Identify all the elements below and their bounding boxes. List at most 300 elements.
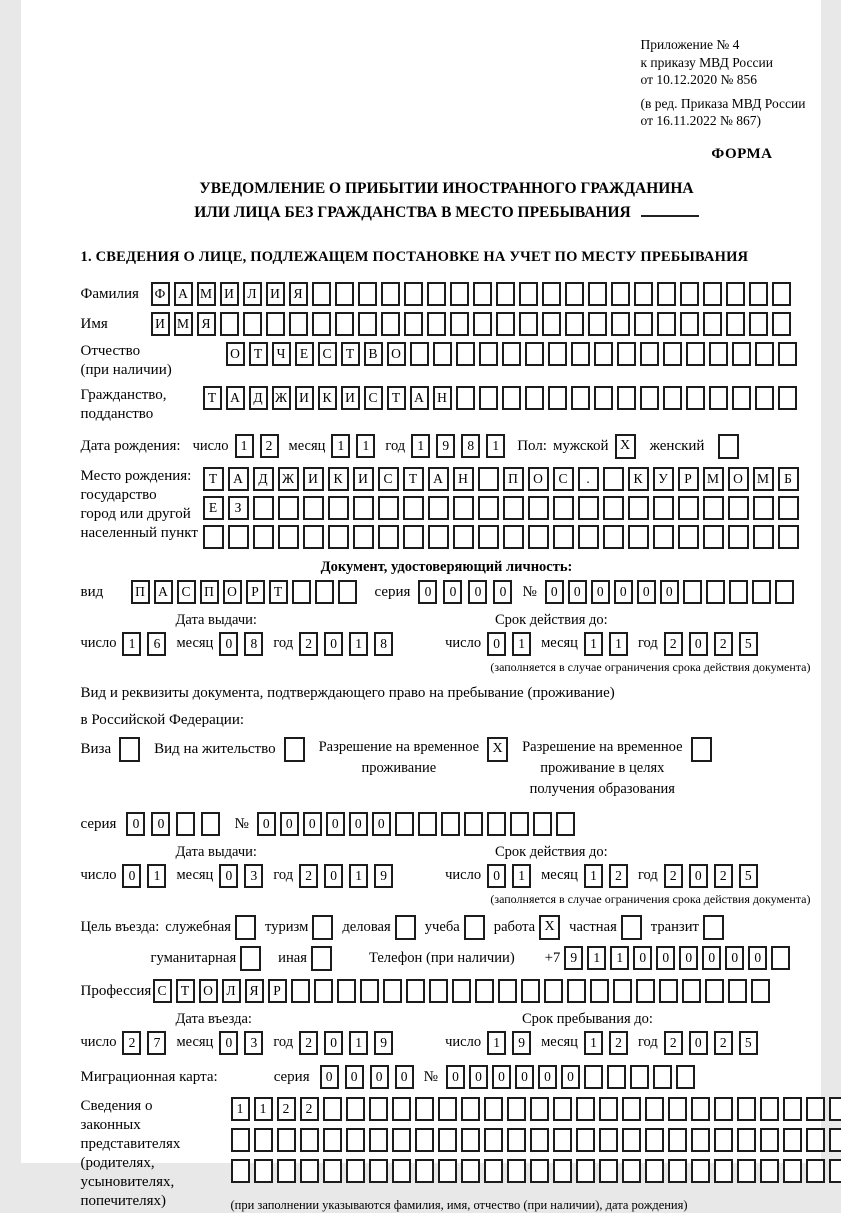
char-cell[interactable]: [578, 496, 599, 520]
char-cell[interactable]: [521, 979, 540, 1003]
doc-series-cells[interactable]: [418, 580, 512, 604]
char-cell[interactable]: [277, 1128, 296, 1152]
char-cell[interactable]: [640, 342, 659, 366]
char-cell[interactable]: 0: [122, 864, 141, 888]
char-cell[interactable]: [369, 1159, 388, 1183]
char-cell[interactable]: Ф: [151, 282, 170, 306]
entry-month-cells[interactable]: [219, 1031, 263, 1055]
char-cell[interactable]: О: [387, 342, 406, 366]
char-cell[interactable]: [728, 979, 747, 1003]
char-cell[interactable]: [496, 312, 515, 336]
char-cell[interactable]: [254, 1128, 273, 1152]
char-cell[interactable]: [617, 342, 636, 366]
char-cell[interactable]: М: [197, 282, 216, 306]
char-cell[interactable]: [479, 386, 498, 410]
issue-year-cells[interactable]: [299, 632, 393, 656]
char-cell[interactable]: А: [428, 467, 449, 491]
char-cell[interactable]: 0: [538, 1065, 557, 1089]
char-cell[interactable]: [503, 496, 524, 520]
char-cell[interactable]: 0: [748, 946, 767, 970]
char-cell[interactable]: [461, 1128, 480, 1152]
char-cell[interactable]: И: [220, 282, 239, 306]
char-cell[interactable]: [611, 312, 630, 336]
char-cell[interactable]: 0: [324, 864, 343, 888]
until-day-cells[interactable]: [487, 1031, 531, 1055]
char-cell[interactable]: [683, 580, 702, 604]
char-cell[interactable]: 7: [147, 1031, 166, 1055]
char-cell[interactable]: 0: [303, 812, 322, 836]
char-cell[interactable]: С: [318, 342, 337, 366]
issue-month-cells[interactable]: [219, 632, 263, 656]
char-cell[interactable]: [703, 282, 722, 306]
char-cell[interactable]: [300, 1128, 319, 1152]
profession-cells[interactable]: [153, 979, 770, 1003]
char-cell[interactable]: 0: [219, 632, 238, 656]
char-cell[interactable]: [729, 580, 748, 604]
firstname-cells[interactable]: [151, 312, 791, 336]
char-cell[interactable]: [358, 312, 377, 336]
char-cell[interactable]: [328, 525, 349, 549]
char-cell[interactable]: [358, 282, 377, 306]
char-cell[interactable]: [395, 812, 414, 836]
char-cell[interactable]: 2: [299, 632, 318, 656]
char-cell[interactable]: [503, 525, 524, 549]
char-cell[interactable]: Д: [249, 386, 268, 410]
char-cell[interactable]: [418, 812, 437, 836]
char-cell[interactable]: [475, 979, 494, 1003]
char-cell[interactable]: [599, 1097, 618, 1121]
char-cell[interactable]: [353, 525, 374, 549]
char-cell[interactable]: П: [200, 580, 219, 604]
char-cell[interactable]: 2: [609, 1031, 628, 1055]
char-cell[interactable]: С: [364, 386, 383, 410]
char-cell[interactable]: [519, 312, 538, 336]
char-cell[interactable]: 2: [609, 864, 628, 888]
char-cell[interactable]: [335, 312, 354, 336]
char-cell[interactable]: [502, 386, 521, 410]
purpose-tourism-checkbox[interactable]: [312, 915, 333, 940]
char-cell[interactable]: [691, 1128, 710, 1152]
char-cell[interactable]: 0: [633, 946, 652, 970]
char-cell[interactable]: С: [553, 467, 574, 491]
char-cell[interactable]: [415, 1097, 434, 1121]
char-cell[interactable]: [231, 1159, 250, 1183]
char-cell[interactable]: [203, 525, 224, 549]
char-cell[interactable]: [392, 1097, 411, 1121]
char-cell[interactable]: [611, 282, 630, 306]
char-cell[interactable]: [484, 1128, 503, 1152]
char-cell[interactable]: [588, 312, 607, 336]
char-cell[interactable]: [709, 386, 728, 410]
char-cell[interactable]: [404, 312, 423, 336]
char-cell[interactable]: 1: [147, 864, 166, 888]
char-cell[interactable]: 1: [584, 632, 603, 656]
char-cell[interactable]: 0: [702, 946, 721, 970]
char-cell[interactable]: [630, 1065, 649, 1089]
char-cell[interactable]: [464, 812, 483, 836]
char-cell[interactable]: [323, 1128, 342, 1152]
char-cell[interactable]: 0: [324, 1031, 343, 1055]
char-cell[interactable]: [530, 1097, 549, 1121]
char-cell[interactable]: К: [328, 467, 349, 491]
char-cell[interactable]: [753, 496, 774, 520]
char-cell[interactable]: [691, 1097, 710, 1121]
char-cell[interactable]: [628, 525, 649, 549]
char-cell[interactable]: 0: [126, 812, 145, 836]
char-cell[interactable]: У: [653, 467, 674, 491]
birth-year-cells[interactable]: [411, 434, 505, 458]
char-cell[interactable]: 2: [300, 1097, 319, 1121]
char-cell[interactable]: 1: [231, 1097, 250, 1121]
char-cell[interactable]: 9: [436, 434, 455, 458]
char-cell[interactable]: [760, 1159, 779, 1183]
citizenship-cells[interactable]: [203, 386, 797, 410]
char-cell[interactable]: [622, 1159, 641, 1183]
char-cell[interactable]: [553, 496, 574, 520]
char-cell[interactable]: Р: [268, 979, 287, 1003]
char-cell[interactable]: [496, 282, 515, 306]
char-cell[interactable]: 1: [487, 1031, 506, 1055]
char-cell[interactable]: Т: [249, 342, 268, 366]
char-cell[interactable]: [403, 496, 424, 520]
char-cell[interactable]: [703, 496, 724, 520]
char-cell[interactable]: [353, 496, 374, 520]
char-cell[interactable]: [659, 979, 678, 1003]
char-cell[interactable]: [775, 580, 794, 604]
char-cell[interactable]: [360, 979, 379, 1003]
char-cell[interactable]: М: [703, 467, 724, 491]
char-cell[interactable]: И: [151, 312, 170, 336]
char-cell[interactable]: Л: [243, 282, 262, 306]
char-cell[interactable]: 0: [637, 580, 656, 604]
char-cell[interactable]: [753, 525, 774, 549]
char-cell[interactable]: [576, 1159, 595, 1183]
char-cell[interactable]: [576, 1097, 595, 1121]
char-cell[interactable]: К: [628, 467, 649, 491]
birth-place-row3[interactable]: [203, 525, 799, 549]
char-cell[interactable]: И: [303, 467, 324, 491]
char-cell[interactable]: [603, 467, 624, 491]
char-cell[interactable]: [772, 312, 791, 336]
surname-cells[interactable]: [151, 282, 791, 306]
char-cell[interactable]: [737, 1128, 756, 1152]
char-cell[interactable]: 0: [689, 864, 708, 888]
char-cell[interactable]: Т: [269, 580, 288, 604]
char-cell[interactable]: [314, 979, 333, 1003]
char-cell[interactable]: 0: [324, 632, 343, 656]
migration-series-cells[interactable]: [320, 1065, 414, 1089]
temp-permit-checkbox[interactable]: X: [487, 737, 508, 762]
char-cell[interactable]: 1: [587, 946, 606, 970]
char-cell[interactable]: Т: [341, 342, 360, 366]
char-cell[interactable]: [645, 1128, 664, 1152]
char-cell[interactable]: [346, 1159, 365, 1183]
char-cell[interactable]: 0: [487, 632, 506, 656]
char-cell[interactable]: [266, 312, 285, 336]
char-cell[interactable]: 0: [219, 1031, 238, 1055]
char-cell[interactable]: М: [174, 312, 193, 336]
char-cell[interactable]: [613, 979, 632, 1003]
char-cell[interactable]: [378, 525, 399, 549]
char-cell[interactable]: Я: [245, 979, 264, 1003]
char-cell[interactable]: [452, 979, 471, 1003]
char-cell[interactable]: [622, 1128, 641, 1152]
char-cell[interactable]: [594, 386, 613, 410]
char-cell[interactable]: [553, 525, 574, 549]
birth-month-cells[interactable]: [331, 434, 375, 458]
char-cell[interactable]: [548, 386, 567, 410]
char-cell[interactable]: [507, 1159, 526, 1183]
char-cell[interactable]: [544, 979, 563, 1003]
char-cell[interactable]: 0: [545, 580, 564, 604]
char-cell[interactable]: 2: [664, 1031, 683, 1055]
char-cell[interactable]: [478, 525, 499, 549]
char-cell[interactable]: [410, 342, 429, 366]
char-cell[interactable]: [778, 496, 799, 520]
char-cell[interactable]: 2: [664, 864, 683, 888]
char-cell[interactable]: [383, 979, 402, 1003]
representatives-row2[interactable]: [231, 1128, 841, 1152]
until-year-cells[interactable]: [664, 1031, 758, 1055]
char-cell[interactable]: 0: [515, 1065, 534, 1089]
char-cell[interactable]: [404, 282, 423, 306]
char-cell[interactable]: [328, 496, 349, 520]
char-cell[interactable]: [403, 525, 424, 549]
char-cell[interactable]: П: [131, 580, 150, 604]
char-cell[interactable]: [749, 312, 768, 336]
char-cell[interactable]: [603, 496, 624, 520]
char-cell[interactable]: А: [174, 282, 193, 306]
char-cell[interactable]: [682, 979, 701, 1003]
char-cell[interactable]: .: [578, 467, 599, 491]
char-cell[interactable]: [705, 979, 724, 1003]
char-cell[interactable]: [806, 1128, 825, 1152]
char-cell[interactable]: [378, 496, 399, 520]
char-cell[interactable]: 0: [280, 812, 299, 836]
char-cell[interactable]: [473, 282, 492, 306]
char-cell[interactable]: [576, 1128, 595, 1152]
char-cell[interactable]: 2: [260, 434, 279, 458]
char-cell[interactable]: [726, 282, 745, 306]
char-cell[interactable]: [303, 525, 324, 549]
doc-kind-cells[interactable]: [131, 580, 357, 604]
char-cell[interactable]: [428, 525, 449, 549]
purpose-humanitarian-checkbox[interactable]: [240, 946, 261, 971]
char-cell[interactable]: [599, 1128, 618, 1152]
char-cell[interactable]: А: [154, 580, 173, 604]
migration-number-cells[interactable]: [446, 1065, 695, 1089]
char-cell[interactable]: [732, 342, 751, 366]
char-cell[interactable]: [806, 1097, 825, 1121]
char-cell[interactable]: Ж: [278, 467, 299, 491]
char-cell[interactable]: 0: [561, 1065, 580, 1089]
char-cell[interactable]: [478, 496, 499, 520]
char-cell[interactable]: 1: [512, 632, 531, 656]
char-cell[interactable]: 9: [374, 864, 393, 888]
char-cell[interactable]: [829, 1128, 841, 1152]
char-cell[interactable]: Я: [289, 282, 308, 306]
char-cell[interactable]: [749, 282, 768, 306]
birth-day-cells[interactable]: [235, 434, 279, 458]
char-cell[interactable]: [714, 1159, 733, 1183]
char-cell[interactable]: О: [728, 467, 749, 491]
char-cell[interactable]: Н: [453, 467, 474, 491]
residence-number-cells[interactable]: [257, 812, 575, 836]
char-cell[interactable]: [783, 1097, 802, 1121]
char-cell[interactable]: 8: [461, 434, 480, 458]
char-cell[interactable]: [771, 946, 790, 970]
char-cell[interactable]: 8: [374, 632, 393, 656]
char-cell[interactable]: [478, 467, 499, 491]
char-cell[interactable]: [680, 282, 699, 306]
residence-permit-checkbox[interactable]: [284, 737, 305, 762]
char-cell[interactable]: [303, 496, 324, 520]
char-cell[interactable]: [519, 282, 538, 306]
sex-male-checkbox[interactable]: X: [615, 434, 636, 459]
char-cell[interactable]: 1: [411, 434, 430, 458]
char-cell[interactable]: [760, 1128, 779, 1152]
char-cell[interactable]: [571, 342, 590, 366]
char-cell[interactable]: 6: [147, 632, 166, 656]
char-cell[interactable]: А: [228, 467, 249, 491]
char-cell[interactable]: [714, 1128, 733, 1152]
char-cell[interactable]: З: [228, 496, 249, 520]
char-cell[interactable]: [337, 979, 356, 1003]
char-cell[interactable]: 5: [739, 1031, 758, 1055]
char-cell[interactable]: [657, 312, 676, 336]
char-cell[interactable]: [640, 386, 659, 410]
char-cell[interactable]: 1: [486, 434, 505, 458]
char-cell[interactable]: [231, 1128, 250, 1152]
char-cell[interactable]: [755, 342, 774, 366]
char-cell[interactable]: [428, 496, 449, 520]
char-cell[interactable]: [668, 1128, 687, 1152]
char-cell[interactable]: 0: [469, 1065, 488, 1089]
issue-month-cells[interactable]: [219, 864, 263, 888]
char-cell[interactable]: 0: [151, 812, 170, 836]
entry-day-cells[interactable]: [122, 1031, 166, 1055]
char-cell[interactable]: [415, 1128, 434, 1152]
char-cell[interactable]: [653, 525, 674, 549]
char-cell[interactable]: [565, 312, 584, 336]
char-cell[interactable]: 0: [418, 580, 437, 604]
purpose-other-checkbox[interactable]: [311, 946, 332, 971]
purpose-work-checkbox[interactable]: X: [539, 915, 560, 940]
char-cell[interactable]: [406, 979, 425, 1003]
char-cell[interactable]: [346, 1128, 365, 1152]
char-cell[interactable]: [528, 496, 549, 520]
char-cell[interactable]: И: [266, 282, 285, 306]
char-cell[interactable]: 0: [320, 1065, 339, 1089]
char-cell[interactable]: О: [223, 580, 242, 604]
char-cell[interactable]: [438, 1128, 457, 1152]
char-cell[interactable]: [530, 1159, 549, 1183]
phone-cells[interactable]: [564, 946, 790, 970]
char-cell[interactable]: [487, 812, 506, 836]
char-cell[interactable]: [300, 1159, 319, 1183]
char-cell[interactable]: [584, 1065, 603, 1089]
char-cell[interactable]: В: [364, 342, 383, 366]
char-cell[interactable]: [392, 1159, 411, 1183]
char-cell[interactable]: [441, 812, 460, 836]
char-cell[interactable]: 3: [244, 1031, 263, 1055]
char-cell[interactable]: [829, 1097, 841, 1121]
doc-number-cells[interactable]: [545, 580, 794, 604]
char-cell[interactable]: 2: [299, 864, 318, 888]
char-cell[interactable]: 1: [349, 632, 368, 656]
char-cell[interactable]: [565, 282, 584, 306]
char-cell[interactable]: Л: [222, 979, 241, 1003]
char-cell[interactable]: Т: [403, 467, 424, 491]
birth-place-row2[interactable]: [203, 496, 799, 520]
char-cell[interactable]: 0: [614, 580, 633, 604]
char-cell[interactable]: А: [226, 386, 245, 410]
residence-series-cells[interactable]: [126, 812, 220, 836]
sex-female-checkbox[interactable]: [718, 434, 739, 459]
char-cell[interactable]: [686, 342, 705, 366]
char-cell[interactable]: [176, 812, 195, 836]
char-cell[interactable]: 0: [591, 580, 610, 604]
char-cell[interactable]: 0: [257, 812, 276, 836]
char-cell[interactable]: [510, 812, 529, 836]
char-cell[interactable]: [461, 1159, 480, 1183]
char-cell[interactable]: 1: [584, 1031, 603, 1055]
purpose-private-checkbox[interactable]: [621, 915, 642, 940]
char-cell[interactable]: [732, 386, 751, 410]
char-cell[interactable]: [588, 282, 607, 306]
char-cell[interactable]: [312, 312, 331, 336]
char-cell[interactable]: [253, 525, 274, 549]
char-cell[interactable]: 0: [446, 1065, 465, 1089]
expiry-month-cells[interactable]: [584, 632, 628, 656]
expiry-month-cells[interactable]: [584, 864, 628, 888]
char-cell[interactable]: [278, 525, 299, 549]
purpose-transit-checkbox[interactable]: [703, 915, 724, 940]
char-cell[interactable]: М: [753, 467, 774, 491]
char-cell[interactable]: [783, 1159, 802, 1183]
char-cell[interactable]: Р: [246, 580, 265, 604]
char-cell[interactable]: [528, 525, 549, 549]
birth-place-row1[interactable]: [203, 467, 799, 491]
char-cell[interactable]: [542, 282, 561, 306]
char-cell[interactable]: [525, 342, 544, 366]
char-cell[interactable]: 0: [395, 1065, 414, 1089]
char-cell[interactable]: [709, 342, 728, 366]
char-cell[interactable]: [706, 580, 725, 604]
char-cell[interactable]: 1: [610, 946, 629, 970]
char-cell[interactable]: [772, 282, 791, 306]
char-cell[interactable]: 1: [512, 864, 531, 888]
char-cell[interactable]: [484, 1097, 503, 1121]
char-cell[interactable]: 0: [370, 1065, 389, 1089]
char-cell[interactable]: [484, 1159, 503, 1183]
char-cell[interactable]: [628, 496, 649, 520]
char-cell[interactable]: [201, 812, 220, 836]
char-cell[interactable]: [278, 496, 299, 520]
char-cell[interactable]: [381, 312, 400, 336]
char-cell[interactable]: Т: [203, 467, 224, 491]
char-cell[interactable]: [548, 342, 567, 366]
char-cell[interactable]: [338, 580, 357, 604]
char-cell[interactable]: [438, 1097, 457, 1121]
char-cell[interactable]: 2: [122, 1031, 141, 1055]
char-cell[interactable]: [292, 580, 311, 604]
char-cell[interactable]: 0: [487, 864, 506, 888]
purpose-business-checkbox[interactable]: [395, 915, 416, 940]
char-cell[interactable]: [590, 979, 609, 1003]
char-cell[interactable]: О: [226, 342, 245, 366]
char-cell[interactable]: Е: [203, 496, 224, 520]
